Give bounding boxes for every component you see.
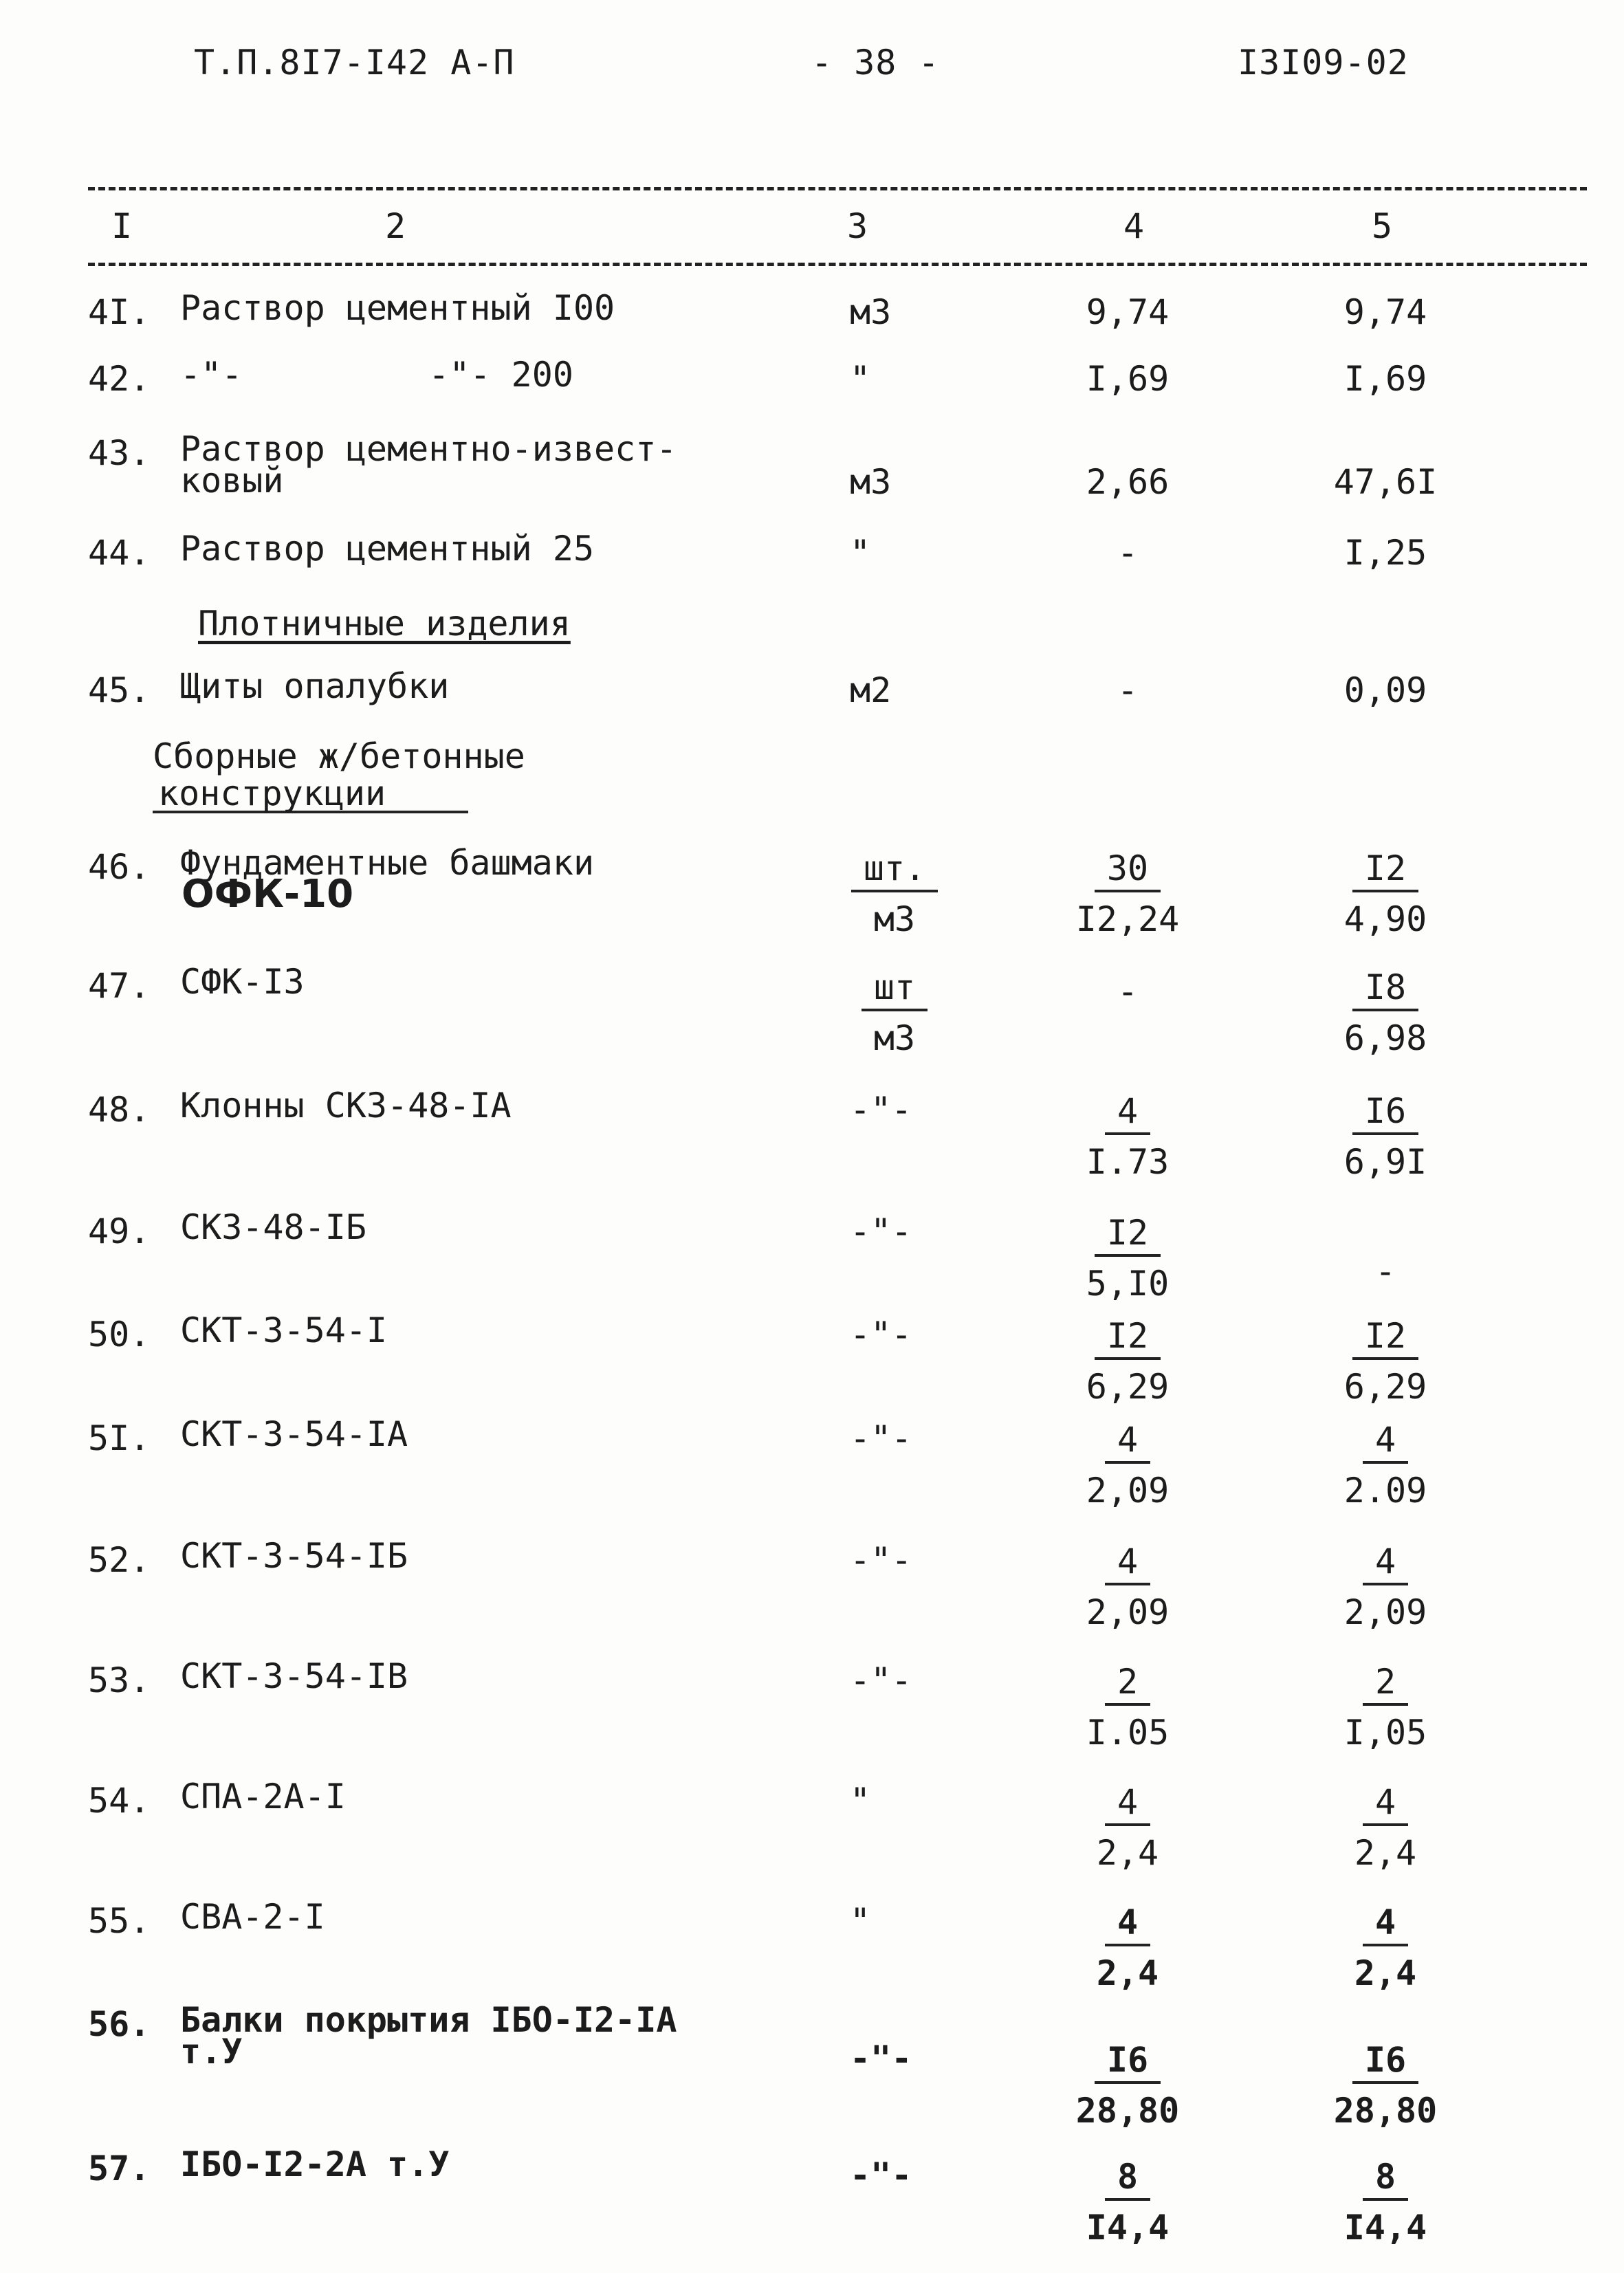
row-number: 49. <box>88 1211 151 1251</box>
page-number: - 38 - <box>811 43 940 83</box>
row-unit: " <box>850 1901 871 1941</box>
section-heading-carpentry: Плотничные изделия <box>198 604 571 644</box>
section-heading-line: Сборные ж/бетонные <box>153 736 525 776</box>
row-col4: 2,66 <box>1086 462 1170 502</box>
value-top: 8 <box>1105 2155 1150 2201</box>
row-name: Щиты опалубки <box>180 666 450 706</box>
table-header-rule <box>88 263 1587 266</box>
value-top: 4 <box>1363 1418 1408 1464</box>
col-header-5: 5 <box>1372 206 1393 246</box>
row-col5 <box>1303 1901 1468 2000</box>
row-number: 56. <box>88 2004 151 2044</box>
row-unit: " <box>850 359 871 399</box>
col-header-2: 2 <box>385 206 406 246</box>
row-col4 <box>1045 1315 1210 1414</box>
row-col4 <box>1045 1781 1210 1880</box>
row-col5 <box>1303 2155 1468 2254</box>
value-bottom: I,05 <box>1343 1713 1427 1753</box>
row-col5 <box>1303 1781 1468 1880</box>
value-bottom: 2,4 <box>1096 1833 1159 1873</box>
value-top: 4 <box>1105 1781 1150 1826</box>
row-col4: - <box>1117 971 1139 1011</box>
row-number: 5I. <box>88 1418 151 1458</box>
value-bottom: 6,9I <box>1343 1142 1427 1182</box>
value-top: 30 <box>1095 847 1161 892</box>
row-col4 <box>1045 1901 1210 2000</box>
row-unit: -"- <box>850 1660 912 1700</box>
value-top: 4 <box>1105 1418 1150 1464</box>
value-bottom: 5,I0 <box>1086 1264 1170 1304</box>
value-top: 4 <box>1363 1540 1408 1585</box>
unit-top: шт. <box>851 847 938 892</box>
value-bottom: I2,24 <box>1075 899 1180 939</box>
value-top: 4 <box>1105 1090 1150 1135</box>
value-bottom: I4,4 <box>1086 2208 1170 2248</box>
row-number: 50. <box>88 1315 151 1354</box>
row-col5: 9,74 <box>1343 292 1427 332</box>
row-number: 46. <box>88 847 151 887</box>
row-col4: I,69 <box>1086 359 1170 399</box>
row-unit: " <box>850 1781 871 1821</box>
row-number: 43. <box>88 433 151 473</box>
section-heading-precast <box>153 736 525 813</box>
value-bottom: 2,4 <box>1354 1953 1417 1993</box>
value-top: 2 <box>1105 1660 1150 1706</box>
value-top: I2 <box>1095 1211 1161 1257</box>
row-name: Клонны СК3-48-IА <box>180 1086 512 1125</box>
value-bottom: 28,80 <box>1075 2091 1180 2131</box>
row-unit: -"- <box>850 1090 912 1130</box>
row-number: 45. <box>88 670 151 710</box>
value-bottom: 2,09 <box>1343 1592 1427 1632</box>
value-top: 8 <box>1363 2155 1408 2201</box>
row-col5 <box>1303 966 1468 1065</box>
row-unit: м2 <box>850 670 892 710</box>
row-unit: -"- <box>850 1418 912 1458</box>
row-name-line: Балки покрытия IБО-I2-IА <box>180 2000 677 2040</box>
row-name: СКТ-3-54-I <box>180 1310 388 1350</box>
value-bottom: 6,29 <box>1343 1367 1427 1407</box>
value-bottom: 2.09 <box>1343 1471 1427 1511</box>
row-number: 55. <box>88 1901 151 1941</box>
row-col4: 9,74 <box>1086 292 1170 332</box>
row-unit: -"- <box>850 1211 912 1251</box>
value-bottom: 2,09 <box>1086 1592 1170 1632</box>
row-col4 <box>1045 1418 1210 1517</box>
col-header-1: I <box>111 206 133 246</box>
row-col4 <box>1045 1211 1210 1310</box>
row-name: СВА-2-I <box>180 1897 325 1937</box>
row-col4 <box>1045 1540 1210 1639</box>
row-name <box>180 2000 677 2072</box>
row-col5 <box>1303 1660 1468 1759</box>
value-bottom: I.05 <box>1086 1713 1170 1753</box>
header-left: Т.П.8I7-I42 А-П <box>194 43 515 83</box>
row-unit: -"- <box>850 2155 912 2195</box>
row-number: 54. <box>88 1781 151 1821</box>
value-top: I8 <box>1352 966 1418 1011</box>
value-top: 4 <box>1363 1781 1408 1826</box>
value-top: I6 <box>1352 2039 1418 2084</box>
row-col4: - <box>1117 670 1139 710</box>
row-number: 53. <box>88 1660 151 1700</box>
row-name: СКТ-3-54-IБ <box>180 1536 408 1576</box>
value-top: 4 <box>1105 1540 1150 1585</box>
row-name-line: ОФК-10 <box>182 872 354 916</box>
value-top: I6 <box>1352 1090 1418 1135</box>
value-top: I2 <box>1352 847 1418 892</box>
row-unit <box>843 966 946 1065</box>
unit-top: шт <box>862 966 928 1011</box>
row-name: СКТ-3-54-IВ <box>180 1656 408 1696</box>
value-bottom: 2,4 <box>1096 1953 1159 1993</box>
row-name: -"- -"- 200 <box>180 355 573 395</box>
value-bottom: I.73 <box>1086 1142 1170 1182</box>
row-col5 <box>1303 2039 1468 2138</box>
value-top: 4 <box>1363 1901 1408 1946</box>
row-col5: - <box>1374 1251 1396 1291</box>
value-top: I2 <box>1095 1315 1161 1360</box>
row-name-line: т.У <box>180 2032 243 2072</box>
row-number: 57. <box>88 2149 151 2188</box>
section-heading-line: конструкции <box>153 776 468 813</box>
row-col5 <box>1303 1090 1468 1189</box>
row-col5: 47,6I <box>1333 462 1438 502</box>
row-unit: -"- <box>850 2039 912 2078</box>
row-unit <box>843 847 946 946</box>
row-name-line: Раствор цементно-извест- <box>180 429 677 469</box>
value-bottom: I4,4 <box>1343 2208 1427 2248</box>
value-top: I2 <box>1352 1315 1418 1360</box>
value-bottom: 2,4 <box>1354 1833 1417 1873</box>
value-bottom: 2,09 <box>1086 1471 1170 1511</box>
value-top: I6 <box>1095 2039 1161 2084</box>
row-col5: 0,09 <box>1343 670 1427 710</box>
row-name: СПА-2А-I <box>180 1777 346 1816</box>
unit-bottom: м3 <box>873 899 916 939</box>
value-top: 4 <box>1105 1901 1150 1946</box>
table-top-rule <box>88 187 1587 190</box>
row-name: IБО-I2-2А т.У <box>180 2144 450 2184</box>
row-col5: I,69 <box>1343 359 1427 399</box>
row-unit: м3 <box>850 462 892 502</box>
row-name-line: Фундаментные башмаки <box>180 843 595 883</box>
row-col5 <box>1303 1315 1468 1414</box>
header-right: I3I09-02 <box>1238 43 1409 83</box>
col-header-3: 3 <box>847 206 868 246</box>
row-unit: " <box>850 533 871 573</box>
row-col5: I,25 <box>1343 533 1427 573</box>
value-bottom: 4,90 <box>1343 899 1427 939</box>
row-number: 47. <box>88 966 151 1006</box>
row-number: 48. <box>88 1090 151 1130</box>
row-number: 52. <box>88 1540 151 1580</box>
row-unit: -"- <box>850 1315 912 1354</box>
value-top: 2 <box>1363 1660 1408 1706</box>
value-bottom: 28,80 <box>1333 2091 1438 2131</box>
row-col4 <box>1045 847 1210 946</box>
row-number: 42. <box>88 359 151 399</box>
value-bottom: 6,98 <box>1343 1018 1427 1058</box>
value-bottom: 6,29 <box>1086 1367 1170 1407</box>
row-number: 44. <box>88 533 151 573</box>
row-name-line: ковый <box>180 461 284 501</box>
row-col4 <box>1045 1090 1210 1189</box>
row-col5 <box>1303 1540 1468 1639</box>
unit-bottom: м3 <box>873 1018 916 1058</box>
row-col4 <box>1045 2039 1210 2138</box>
row-unit: м3 <box>850 292 892 332</box>
row-name: Раствор цементный I00 <box>180 288 615 328</box>
row-name: СК3-48-IБ <box>180 1207 366 1247</box>
row-unit: -"- <box>850 1540 912 1580</box>
col-header-4: 4 <box>1123 206 1145 246</box>
row-name: СКТ-3-54-IА <box>180 1414 408 1454</box>
row-col5 <box>1303 847 1468 946</box>
row-name: СФК-I3 <box>180 962 305 1002</box>
row-name <box>180 843 595 916</box>
row-col4 <box>1045 2155 1210 2254</box>
row-col4: - <box>1117 533 1139 573</box>
row-col5 <box>1303 1418 1468 1517</box>
row-number: 4I. <box>88 292 151 332</box>
row-name: Раствор цементный 25 <box>180 529 595 569</box>
row-name <box>180 429 677 501</box>
row-col4 <box>1045 1660 1210 1759</box>
